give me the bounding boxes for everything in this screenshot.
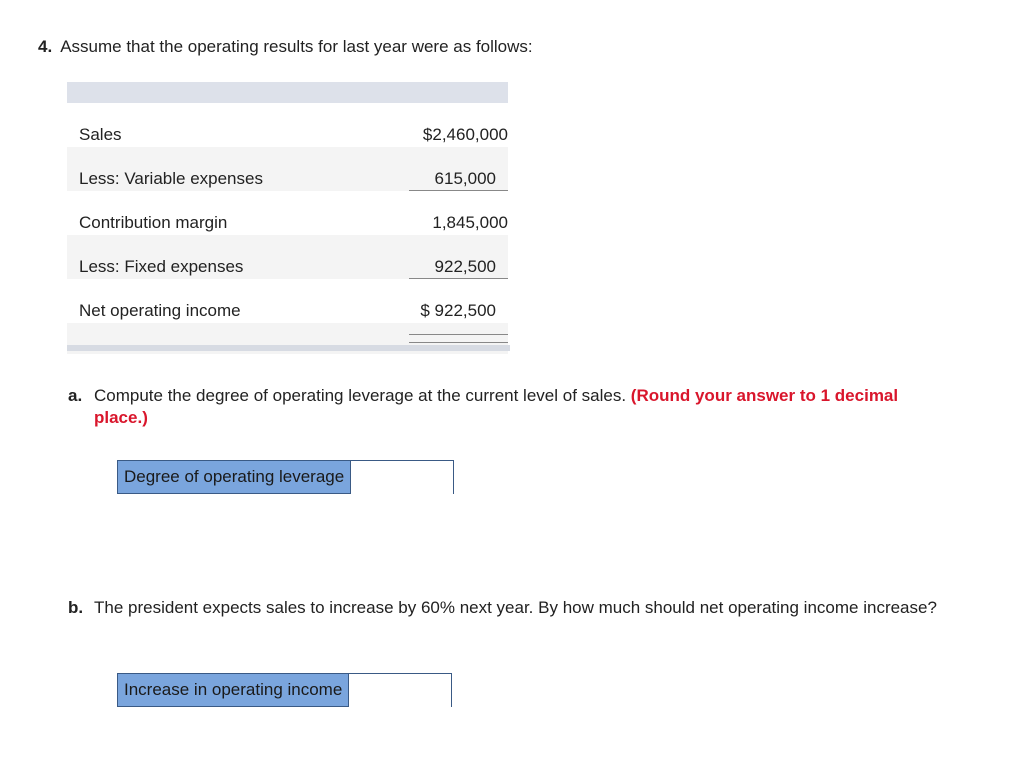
income-statement-table [67,82,508,354]
row-amount: 1,845,000 [432,213,508,232]
answer-row-b [117,673,452,707]
double-underline-bottom [409,342,508,343]
part-b-letter: b. [68,598,84,617]
row-label: Less: Fixed expenses [79,257,244,276]
part-a-text: Compute the degree of operating leverage at the current level of sales. [94,386,627,405]
row-label: Contribution margin [79,213,228,232]
answer-row-a [117,460,454,494]
row-amount: $2,460,000 [422,125,508,144]
part-a-prompt [68,385,948,429]
question-title [38,37,533,57]
row-label: Sales [79,125,122,144]
question-text: Assume that the operating results for last year were as follows: [60,37,533,56]
part-a-hint: (Round your answer to 1 decimal place.) [94,386,899,427]
table-row-variable-expenses [67,147,508,191]
field-label-b: Increase in operating income [118,674,349,706]
double-underline-top [409,334,508,335]
field-label-a: Degree of operating leverage [118,461,351,493]
table-bottom-bar [67,345,510,351]
row-label: Net operating income [79,301,241,320]
row-amount: $ 922,500 [420,301,496,320]
table-row-fixed-expenses [67,235,508,279]
table-row-sales [67,103,508,147]
part-b-text: The president expects sales to increase by 60% next year. By how much should net operating income increase? [94,598,937,617]
row-amount: 615,000 [434,169,496,188]
table-header-band [67,82,508,103]
table-row-contribution-margin [67,191,508,235]
part-b-prompt [68,597,948,619]
row-label: Less: Variable expenses [79,169,263,188]
increase-in-operating-income-input[interactable] [349,674,451,708]
table-row-net-operating-income [67,279,508,323]
part-a-letter: a. [68,386,83,405]
degree-of-operating-leverage-input[interactable] [351,461,453,495]
question-number: 4. [38,37,53,56]
row-amount: 922,500 [434,257,496,276]
